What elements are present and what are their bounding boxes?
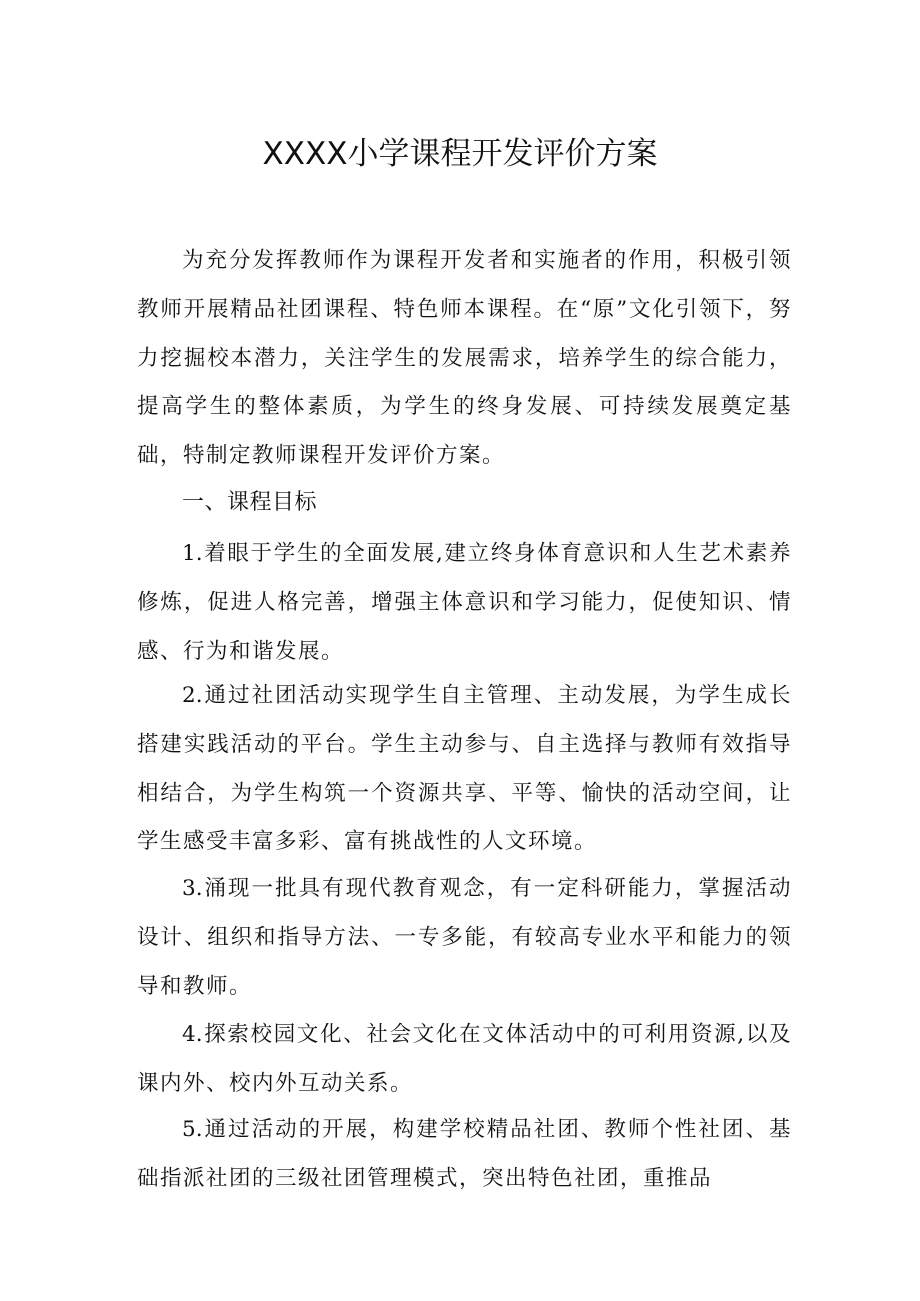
goal-item-text: .通过社团活动实现学生自主管理、主动发展，为学生成长搭建实践活动的平台。学生主动参与、自主选择与教师有效指导相结合，为学生构筑一个资源共享、平等、愉快的活动空间，让学生感受丰富多彩、富有挑战性的人文环境。 (137, 683, 792, 855)
goal-item-2 (137, 672, 792, 867)
goal-item-1 (137, 530, 792, 676)
goal-item-number: 3 (182, 876, 196, 901)
goal-item-number: 2 (182, 683, 196, 708)
goal-item-4 (137, 1011, 792, 1109)
document-title: XXXX小学课程开发评价方案 (262, 136, 658, 172)
intro-paragraph: 为充分发挥教师作为课程开发者和实施者的作用，积极引领教师开展精品社团课程、特色师本课程。在“原”文化引领下，努力挖掘校本潜力，关注学生的发展需求，培养学生的综合能力，提高学生的整体素质，为学生的终身发展、可持续发展奠定基础，特制定教师课程开发评价方案。 (137, 248, 792, 469)
goal-item-5 (137, 1106, 792, 1204)
goal-item-text: .通过活动的开展，构建学校精品社团、教师个性社团、基础指派社团的三级社团管理模式，突出特色社团，重推品 (137, 1117, 792, 1191)
goal-item-text: .探索校园文化、社会文化在文体活动中的可利用资源,以及课内外、校内外互动关系。 (137, 1022, 792, 1096)
goal-item-text: .涌现一批具有现代教育观念，有一定科研能力，掌握活动设计、组织和指导方法、一专多能，有较高专业水平和能力的领导和教师。 (137, 876, 792, 999)
goal-item-number: 1 (182, 541, 196, 566)
goal-item-3 (137, 865, 792, 1011)
goal-item-number: 5 (182, 1117, 196, 1142)
section-heading: 一、课程目标 (182, 490, 318, 515)
goal-item-text: .着眼于学生的全面发展,建立终身体育意识和人生艺术素养修炼，促进人格完善，增强主体意识和学习能力，促使知识、情感、行为和谐发展。 (137, 541, 792, 664)
goal-item-number: 4 (182, 1022, 196, 1047)
